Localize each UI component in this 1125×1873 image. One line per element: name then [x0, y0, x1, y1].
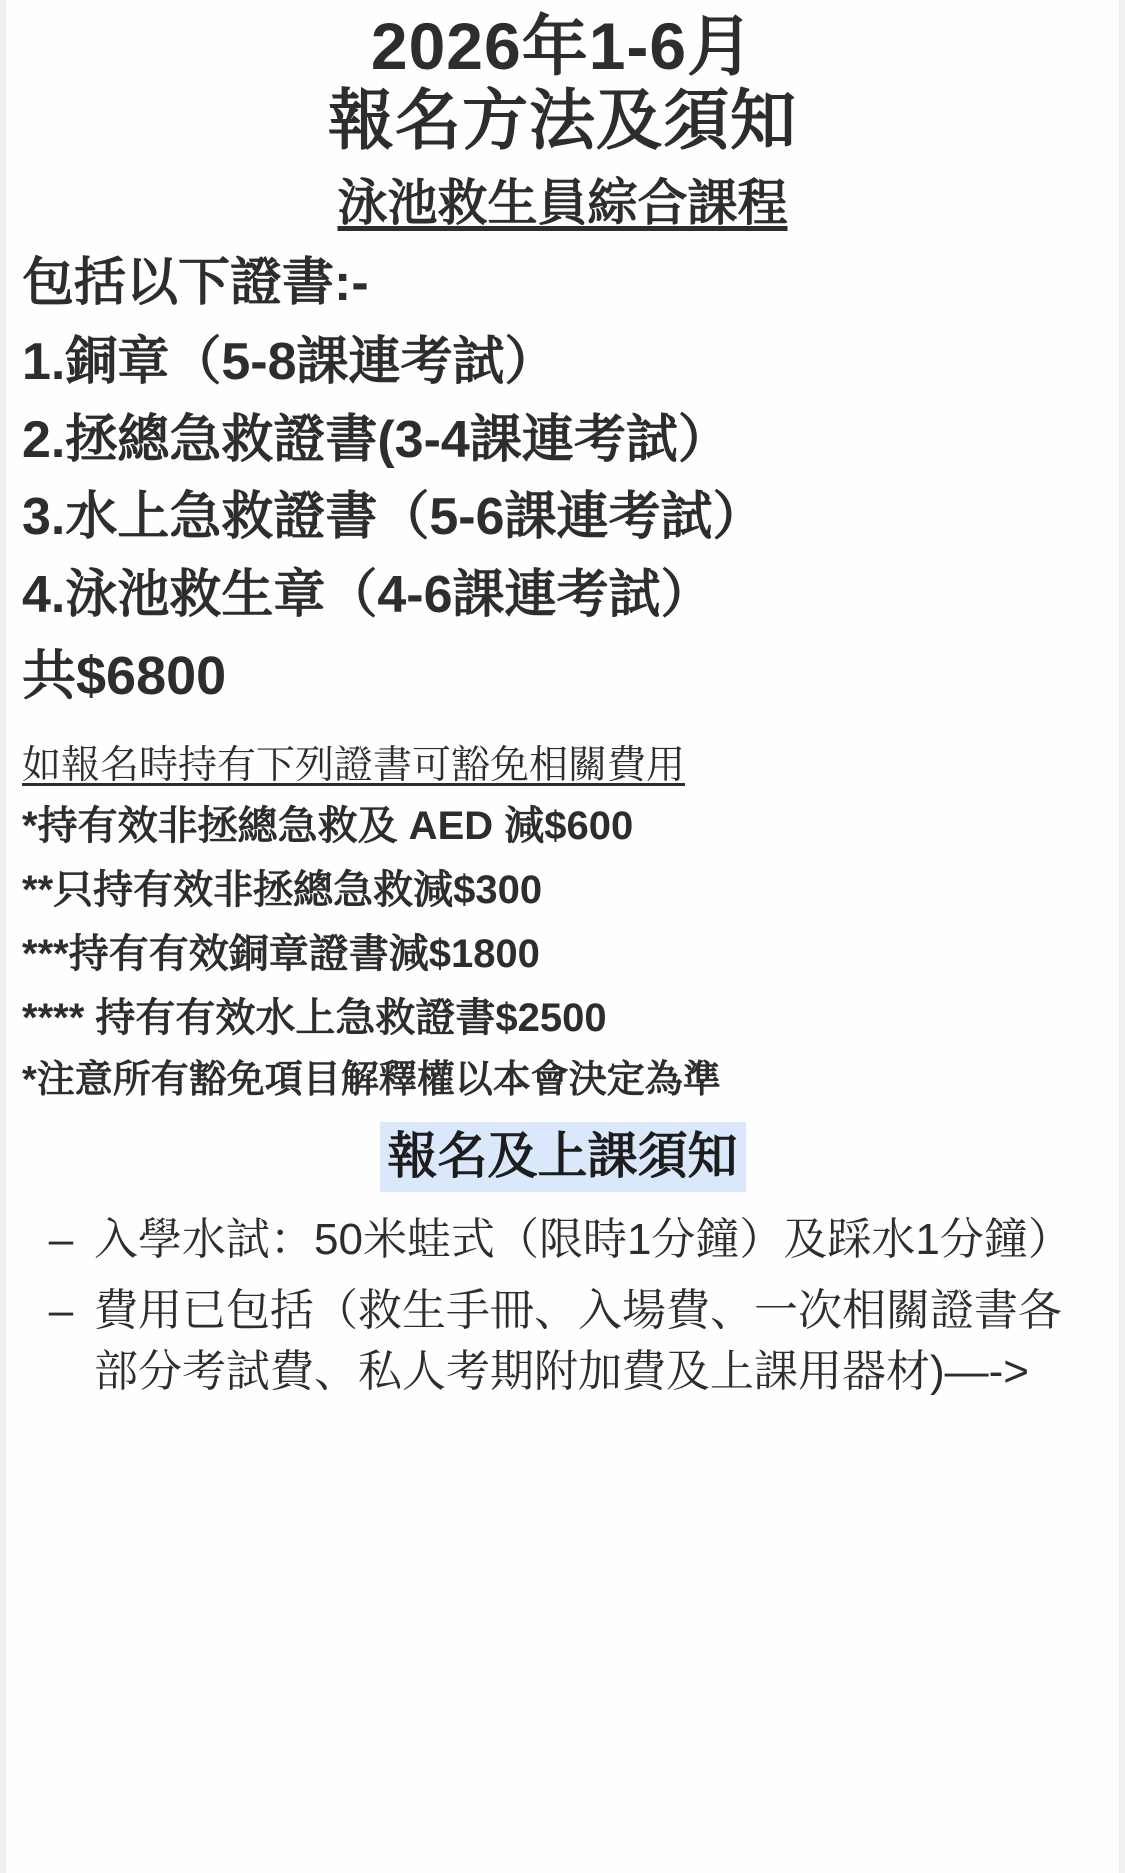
section-heading-container: [22, 1122, 1103, 1192]
bullet-dash-icon: –: [48, 1286, 74, 1336]
document-title-line-1: 2026年1-6月: [370, 9, 755, 83]
certificate-item: 1.銅章（5-8課連考試）: [22, 333, 557, 392]
document-title-line-2: 報名方法及須知: [328, 82, 797, 157]
waiver-item: **只持有效非拯總急救減$300: [22, 867, 543, 912]
course-subtitle-text: 泳池救生員綜合課程: [337, 174, 788, 231]
certificate-list-lead: 包括以下證書:-: [22, 254, 369, 313]
certificate-item: 4.泳池救生章（4-6課連考試）: [22, 566, 713, 625]
list-item: [28, 1210, 1103, 1271]
section-heading-enrollment: 報名及上課須知: [380, 1122, 746, 1192]
list-item-text: 入學水試：50米蛙式（限時1分鐘）及踩水1分鐘）: [94, 1215, 1072, 1265]
total-fee: 共$6800: [22, 645, 227, 706]
certificate-item: 3.水上急救證書（5-6課連考試）: [22, 488, 765, 547]
waiver-item: *持有效非拯總急救及 AED 減$600: [22, 803, 634, 848]
waiver-note: *注意所有豁免項目解釋權以本會決定為準: [22, 1058, 721, 1101]
waiver-heading: 如報名時持有下列證書可豁免相關費用: [22, 743, 686, 787]
notice-bullet-list: [22, 1210, 1103, 1402]
page-edge-left: [0, 0, 6, 1873]
list-item: [28, 1281, 1103, 1402]
list-item-text: 費用已包括（救生手冊、入場費、一次相關證書各部分考試費、私人考期附加費及上課用器材)—->: [94, 1286, 1062, 1396]
bullet-dash-icon: –: [48, 1215, 74, 1265]
page-edge-right: [1119, 0, 1125, 1873]
waiver-item: ***持有有效銅章證書減$1800: [22, 931, 540, 976]
certificate-item: 2.拯總急救證書(3-4課連考試）: [22, 410, 730, 469]
waiver-item: **** 持有有效水上急救證書$2500: [22, 995, 607, 1040]
course-subtitle: [22, 172, 1103, 235]
